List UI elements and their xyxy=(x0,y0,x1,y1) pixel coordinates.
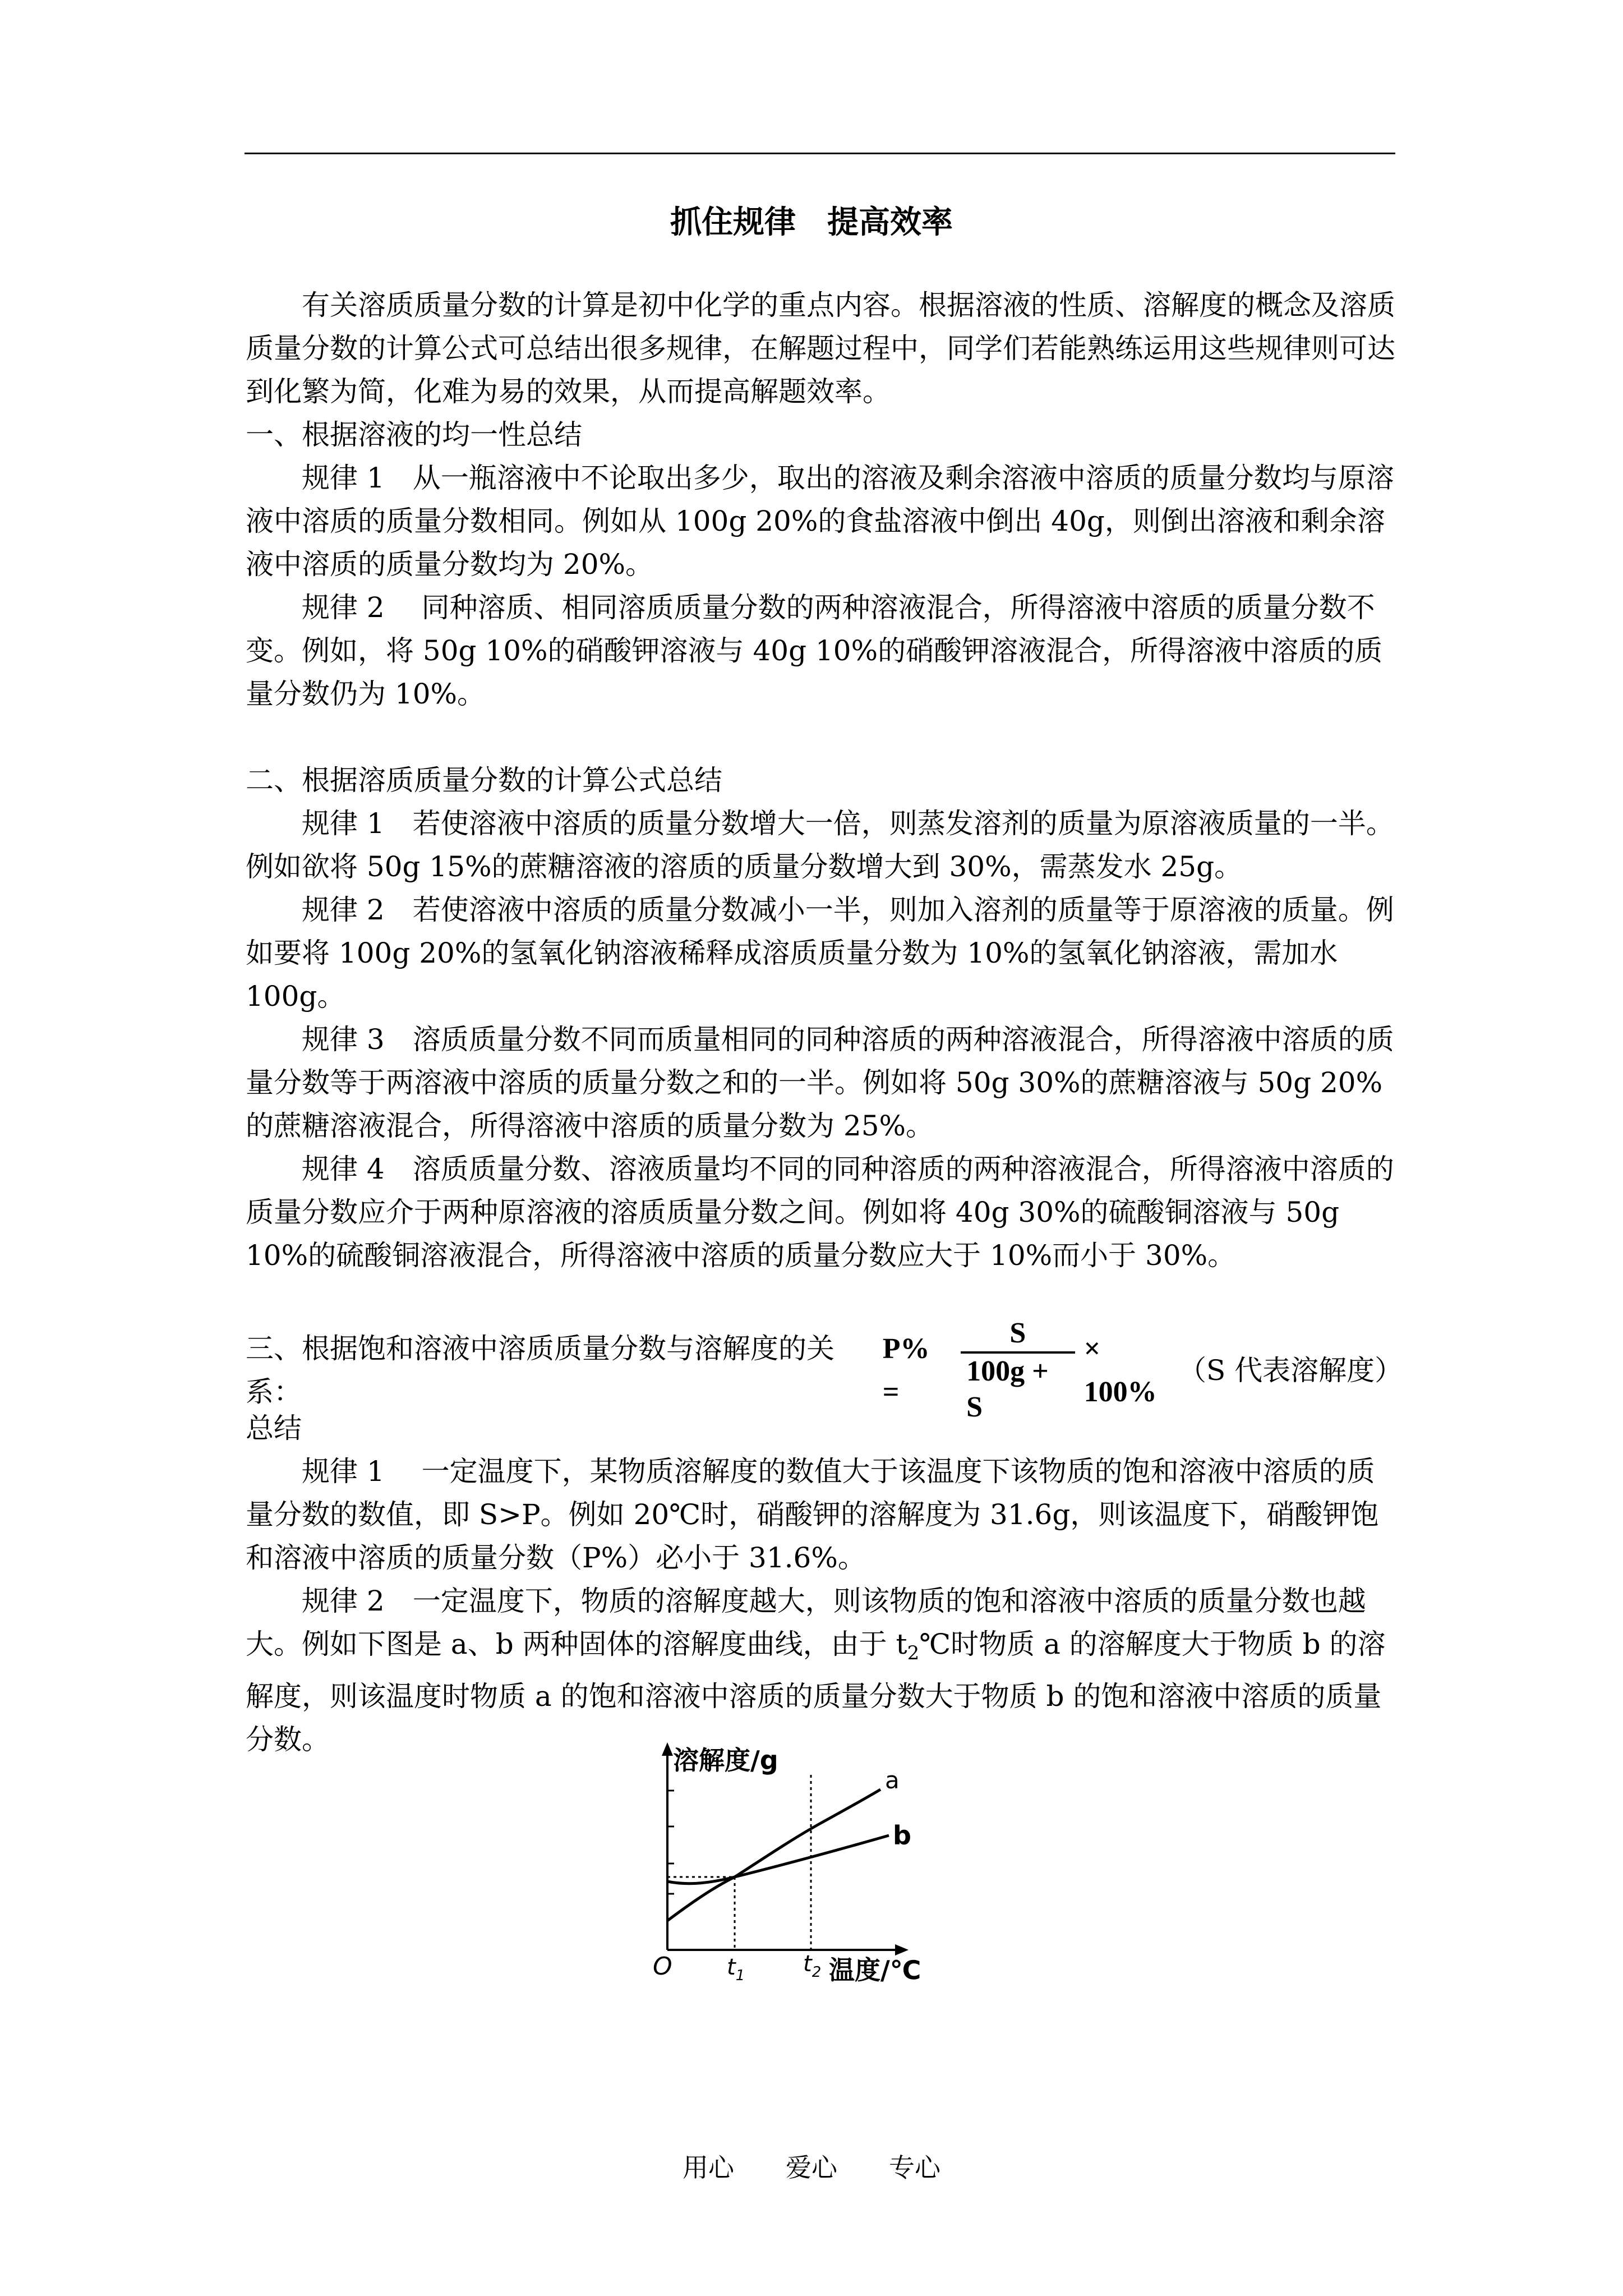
section-3-heading-suffix: （S 代表溶解度） xyxy=(1178,1354,1403,1387)
x-axis-arrow-icon xyxy=(895,1944,909,1955)
spacer xyxy=(246,716,1398,759)
y-axis-arrow-icon xyxy=(662,1742,673,1756)
t1-label xyxy=(727,1954,745,1984)
formula-fraction xyxy=(961,1315,1075,1425)
origin-label: O xyxy=(653,1952,672,1981)
section-2-rule-3: 规律 3 溶质质量分数不同而质量相同的同种溶质的两种溶液混合，所得溶液中溶质的质量分数等于两溶液中溶质的质量分数之和的一半。例如将 50g 30%的蔗糖溶液与 50g 20%的蔗糖溶液混合，所得溶液中溶质的质量分数为 25%。 xyxy=(246,1023,1394,1142)
section-2-heading: 二、根据溶质质量分数的计算公式总结 xyxy=(246,764,722,797)
curve-b-label: b xyxy=(893,1820,911,1851)
page-footer: 用心 爱心 专心 xyxy=(683,2152,940,2183)
section-3-heading xyxy=(246,1317,1403,1423)
curve-a-label: a xyxy=(885,1766,900,1794)
formula-denominator: 100g + S xyxy=(961,1351,1075,1425)
formula-numerator: S xyxy=(1009,1317,1026,1349)
section-3-rule-1: 规律 1 一定温度下，某物质溶解度的数值大于该温度下该物质的饱和溶液中溶质的质量分数的数值，即 S>P。例如 20℃时，硝酸钾的溶解度为 31.6g，则该温度下，硝酸钾饱和溶液中溶质的质量分数（P%）必小于 31.6%。 xyxy=(246,1455,1379,1574)
rule-2-subscript: 2 xyxy=(907,1642,920,1664)
section-2-rule-2: 规律 2 若使溶液中溶质的质量分数减小一半，则加入溶剂的质量等于原溶液的质量。例如要将 100g 20%的氢氧化钠溶液稀释成溶质质量分数为 10%的氢氧化钠溶液，需加水 100g。 xyxy=(246,894,1394,1013)
t1-letter: t xyxy=(727,1954,736,1980)
y-axis-label: 溶解度/g xyxy=(673,1745,778,1775)
spacer xyxy=(246,1277,1398,1320)
t1-subscript: 1 xyxy=(735,1967,745,1984)
section-1-heading: 一、根据溶液的均一性总结 xyxy=(246,418,582,451)
section-3-heading-end: 总结 xyxy=(246,1412,302,1444)
formula-rhs: × 100% xyxy=(1083,1333,1157,1408)
curve-a-line xyxy=(667,1789,880,1921)
solubility-curve-figure xyxy=(651,1741,942,1988)
rule-2-text-a: 规律 2 一定温度下，物质的溶解度越大，则该物质的饱和溶液中溶质的质量分数也越大。例如下图是 a、b 两种固体的溶解度曲线，由于 t xyxy=(246,1585,1366,1660)
t2-label xyxy=(803,1951,821,1981)
section-3-rule-2 xyxy=(246,1580,1398,1761)
t2-subscript: 2 xyxy=(811,1964,822,1981)
article-body xyxy=(246,284,1403,1761)
solubility-formula xyxy=(883,1315,1178,1425)
section-2-rule-4: 规律 4 溶质质量分数、溶液质量均不同的同种溶质的两种溶液混合，所得溶液中溶质的质量分数应介于两种原溶液的溶质质量分数之间。例如将 40g 30%的硫酸铜溶液与 50g 10%的硫酸铜溶液混合，所得溶液中溶质的质量分数应大于 10%而小于 30%。 xyxy=(246,1153,1394,1272)
section-1-rule-1: 规律 1 从一瓶溶液中不论取出多少，取出的溶液及剩余溶液中溶质的质量分数均与原溶液中溶质的质量分数相同。例如从 100g 20%的食盐溶液中倒出 40g，则倒出溶液和剩余溶液中溶质的质量分数均为 20%。 xyxy=(246,462,1394,581)
rule-2-text-b: ℃时物质 a 的溶解度大于物质 b 的溶解度，则该温度时物质 a 的饱和溶液中溶质的质量分数大于物质 b 的饱和溶液中溶质的质量分数。 xyxy=(246,1628,1386,1756)
x-axis-label: 温度/℃ xyxy=(829,1955,921,1985)
intro-paragraph: 有关溶质质量分数的计算是初中化学的重点内容。根据溶液的性质、溶解度的概念及溶质质量分数的计算公式可总结出很多规律，在解题过程中，同学们若能熟练运用这些规律则可达到化繁为简，化难为易的效果，从而提高解题效率。 xyxy=(246,289,1395,408)
page-title: 抓住规律 提高效率 xyxy=(670,204,953,241)
formula-lhs: P% = xyxy=(882,1333,930,1408)
section-3-heading-prefix: 三、根据饱和溶液中溶质质量分数与溶解度的关系： xyxy=(246,1332,834,1408)
section-1-rule-2: 规律 2 同种溶质、相同溶质质量分数的两种溶液混合，所得溶液中溶质的质量分数不变。例如，将 50g 10%的硝酸钾溶液与 40g 10%的硝酸钾溶液混合，所得溶液中溶质的质量分数仍为 10%。 xyxy=(246,591,1383,710)
header-rule xyxy=(245,153,1395,154)
t2-letter: t xyxy=(803,1951,812,1977)
section-2-rule-1: 规律 1 若使溶液中溶质的质量分数增大一倍，则蒸发溶剂的质量为原溶液质量的一半。例如欲将 50g 15%的蔗糖溶液的溶质的质量分数增大到 30%，需蒸发水 25g。 xyxy=(246,807,1394,883)
